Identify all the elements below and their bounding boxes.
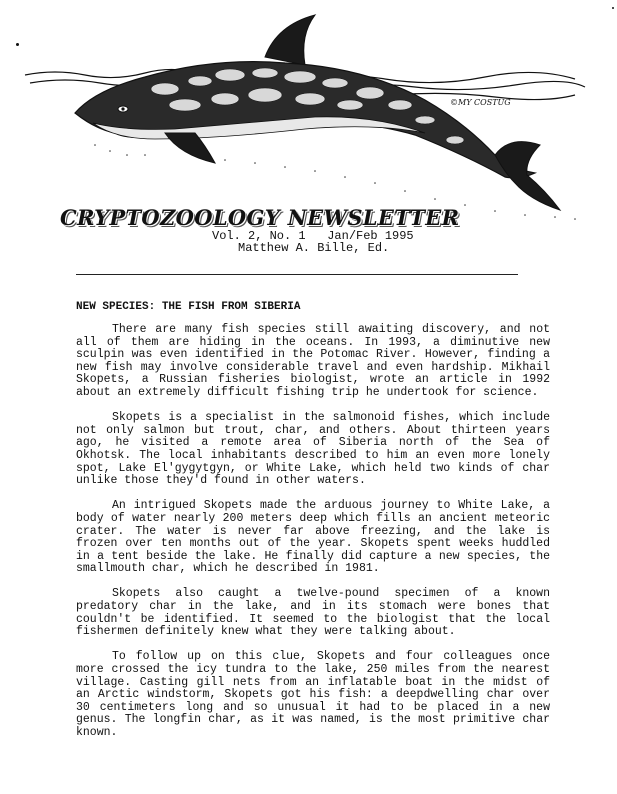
artist-signature: ©MY COSTUG [450,98,511,107]
divider-rule [76,274,518,275]
dorsal-fin [265,15,315,65]
article-headline: NEW SPECIES: THE FISH FROM SIBERIA [76,301,301,313]
paragraph: To follow up on this clue, Skopets and four colleagues once more crossed the icy tundra to the lake, 250 miles from the nearest village. Casting gill nets from an inflatable boat in the midst of an Arctic windstorm, Skopets got his fish: a deepdwelling char over 30 centimeters long and so unusual it had to be placed in a new genus. The longfin char, as it was named, is the most primitive char known. [76,650,550,739]
scan-speck [612,7,614,9]
dolphin-illustration [15,5,590,225]
editor-line: Matthew A. Bille, Ed. [238,241,390,255]
paragraph: Skopets is a specialist in the salmonoid fishes, which include not only salmon but trout, char, and others. About thirteen years ago, he visited a remote area of Siberia north of the Sea of Okhotsk. The local inhabitants described to him an even more lonely spot, Lake El'gygytgyn, or White Lake, which held two kinds of char unlike those they'd found in other waters. [76,411,550,488]
paragraph: An intrigued Skopets made the arduous journey to White Lake, a body of water nearly 200 meters deep which fills an ancient meteoric crater. The water is never far above freezing, and the lake is frozen over ten months out of the year. Skopets spent weeks huddled in a tent beside the lake. He finally did capture a new species, the smallmouth char, which he described in 1981. [76,499,550,576]
issue-line: Vol. 2, No. 1 Jan/Feb 1995 [212,229,414,243]
paragraph: Skopets also caught a twelve-pound specimen of a known predatory char in the lake, and in its stomach were bones that couldn't be identified. It seemed to the biologist that the local fishermen definitely knew what they were talking about. [76,587,550,639]
paragraph: There are many fish species still awaiting discovery, and not all of them are hiding in the oceans. In 1993, a diminutive new sculpin was even identified in the Potomac River. However, finding a new fish may involve considerable travel and even hardship. Mikhail Skopets, a Russian fisheries biologist, wrote an article in 1992 about an extremely difficult fishing trip he undertook for science. [76,323,550,399]
masthead-title: CRYPTOZOOLOGY NEWSLETTER [60,205,460,230]
article-body [76,324,550,752]
